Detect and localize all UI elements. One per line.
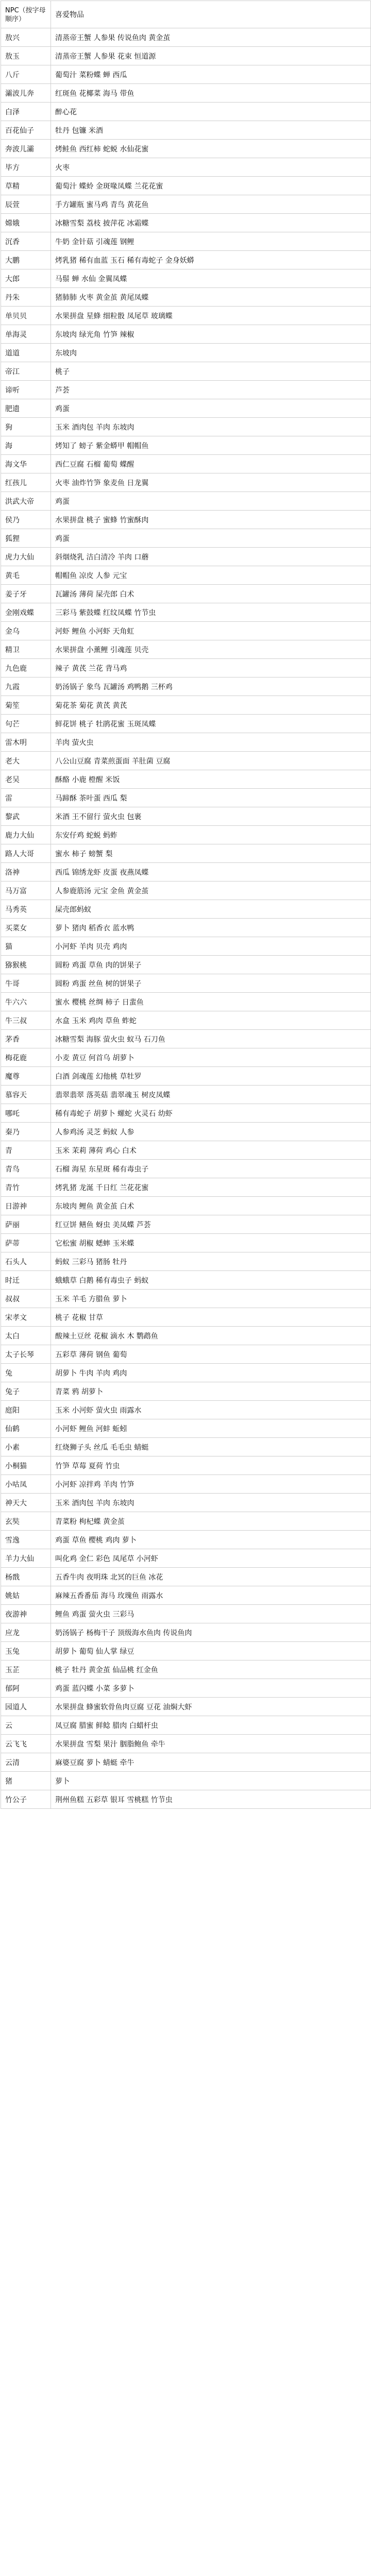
- favorite-items-cell: 蛾蛾草 白鹅 稀有毒虫子 蚂蚁: [51, 1271, 371, 1290]
- npc-name-cell: 夜游神: [1, 1605, 51, 1623]
- favorite-items-cell: 人参鹿筋汤 元宝 金鱼 黄金茧: [51, 882, 371, 900]
- favorite-items-cell: 玉米 茉莉 薄荷 鸡心 白术: [51, 1141, 371, 1160]
- table-row: [1, 1141, 371, 1160]
- table-row: [1, 418, 371, 436]
- npc-name-cell: 青竹: [1, 1178, 51, 1197]
- npc-name-cell: 时迁: [1, 1271, 51, 1290]
- table-row: [1, 251, 371, 269]
- table-row: [1, 1401, 371, 1419]
- npc-name-cell: 日游神: [1, 1197, 51, 1215]
- favorite-items-cell: 八公山豆腐 青菜煎蛋面 羊肚菌 豆腐: [51, 752, 371, 770]
- favorite-items-cell: 石榴 海星 东星斑 稀有毒虫子: [51, 1160, 371, 1178]
- table-row: [1, 1494, 371, 1512]
- table-row: [1, 1234, 371, 1252]
- favorite-items-cell: 人参鸡汤 灵芝 蚂蚁 人参: [51, 1123, 371, 1141]
- npc-name-cell: 白泽: [1, 103, 51, 121]
- favorite-items-cell: 冰糖雪梨 荔枝 披萍花 冰霜蝶: [51, 214, 371, 232]
- npc-name-cell: 叔叔: [1, 1290, 51, 1308]
- table-row: [1, 1327, 371, 1345]
- npc-name-cell: 太子长琴: [1, 1345, 51, 1364]
- npc-name-cell: 牛三叔: [1, 1011, 51, 1030]
- table-row: [1, 1753, 371, 1772]
- table-row: [1, 362, 371, 381]
- favorite-items-cell: 清蒸帝王蟹 人参果 花束 恒道源: [51, 47, 371, 65]
- favorite-items-cell: 葡萄汁 菜粉蝶 蝉 西瓜: [51, 65, 371, 84]
- table-row: [1, 214, 371, 232]
- table-row: [1, 307, 371, 325]
- npc-name-cell: 句芒: [1, 715, 51, 733]
- npc-name-cell: 黄毛: [1, 566, 51, 585]
- table-row: [1, 807, 371, 826]
- npc-name-cell: 萨蒂: [1, 1234, 51, 1252]
- favorite-items-cell: 蜜水 樱桃 丝绸 柿子 日蜚鱼: [51, 993, 371, 1011]
- favorite-items-cell: 烤知了 螃子 紫金蟒甲 帽帽鱼: [51, 436, 371, 455]
- table-row: [1, 974, 371, 993]
- table-row: [1, 1290, 371, 1308]
- table-row: [1, 863, 371, 882]
- npc-name-cell: 雷木明: [1, 733, 51, 752]
- favorite-items-cell: 竹笋 草莓 夏荷 竹虫: [51, 1456, 371, 1475]
- npc-name-cell: 秦乃: [1, 1123, 51, 1141]
- favorite-items-cell: 瓦罐汤 薄荷 屎壳郎 白术: [51, 585, 371, 603]
- table-row: [1, 603, 371, 622]
- table-row: [1, 1382, 371, 1401]
- favorite-items-cell: 鸡蛋: [51, 529, 371, 548]
- favorite-items-cell: 水果拼盘 星蜂 细粒骰 凤尾草 玻璃蝶: [51, 307, 371, 325]
- table-row: [1, 344, 371, 362]
- favorite-items-cell: 萝卜: [51, 1772, 371, 1790]
- table-row: [1, 1030, 371, 1048]
- npc-name-cell: 敖玉: [1, 47, 51, 65]
- npc-name-cell: 云清: [1, 1753, 51, 1772]
- table-row: [1, 1178, 371, 1197]
- table-row: [1, 177, 371, 195]
- table-row: [1, 1660, 371, 1679]
- favorite-items-cell: 鸡蛋: [51, 492, 371, 511]
- npc-name-cell: 牛六六: [1, 993, 51, 1011]
- npc-name-cell: 红孩儿: [1, 473, 51, 492]
- table-row: [1, 1586, 371, 1605]
- favorite-items-cell: 小河虾 凉拌鸡 羊肉 竹笋: [51, 1475, 371, 1494]
- table-row: [1, 1438, 371, 1456]
- favorite-items-cell: 青菜 鸦 胡萝卜: [51, 1382, 371, 1401]
- table-row: [1, 140, 371, 158]
- npc-name-cell: 宋孝文: [1, 1308, 51, 1327]
- table-row: [1, 770, 371, 789]
- favorite-items-cell: 火枣 油炸竹笋 象麦鱼 日龙翼: [51, 473, 371, 492]
- table-row: [1, 1252, 371, 1271]
- npc-name-cell: 肥遗: [1, 399, 51, 418]
- favorite-items-cell: 菊花茶 菊花 黄芪 黄芪: [51, 696, 371, 715]
- favorite-items-cell: 西仁豆腐 石榴 葡萄 蝶醒: [51, 455, 371, 473]
- npc-name-cell: 茅香: [1, 1030, 51, 1048]
- table-row: [1, 1123, 371, 1141]
- table-row: [1, 381, 371, 399]
- table-row: [1, 473, 371, 492]
- favorite-items-cell: 白酒 剑魂莲 幻他桃 草牡罗: [51, 1067, 371, 1086]
- npc-name-cell: 萨丽: [1, 1215, 51, 1234]
- table-row: [1, 511, 371, 529]
- npc-name-cell: 应龙: [1, 1623, 51, 1642]
- npc-name-cell: 菊笙: [1, 696, 51, 715]
- table-row: [1, 47, 371, 65]
- npc-name-cell: 姚姑: [1, 1586, 51, 1605]
- favorite-items-cell: 水盒 玉米 鸡肉 草鱼 蚱蛇: [51, 1011, 371, 1030]
- favorite-items-cell: 玉米 酒肉包 羊肉 东坡肉: [51, 1494, 371, 1512]
- favorite-items-cell: 桃子: [51, 362, 371, 381]
- npc-name-cell: 侯乃: [1, 511, 51, 529]
- npc-name-cell: 慕容天: [1, 1086, 51, 1104]
- favorite-items-cell: 胡萝卜 葡萄 仙人掌 绿豆: [51, 1642, 371, 1660]
- table-row: [1, 622, 371, 640]
- table-row: [1, 1772, 371, 1790]
- favorite-items-cell: 玉米 羊毛 方腊鱼 萝卜: [51, 1290, 371, 1308]
- favorite-items-cell: 桃子 牡丹 黄金茧 仙品桃 红金鱼: [51, 1660, 371, 1679]
- table-row: [1, 529, 371, 548]
- table-row: [1, 1716, 371, 1735]
- favorite-items-cell: 鸡蛋: [51, 399, 371, 418]
- npc-name-cell: 哪吒: [1, 1104, 51, 1123]
- table-row: [1, 566, 371, 585]
- table-row: [1, 1104, 371, 1123]
- favorite-items-cell: 荆州鱼糕 五彩草 银耳 雪桃糕 竹节虫: [51, 1790, 371, 1809]
- npc-name-cell: 小桐猫: [1, 1456, 51, 1475]
- favorite-items-cell: 鲤鱼 鸡蛋 萤火虫 三彩马: [51, 1605, 371, 1623]
- favorite-items-cell: 奶汤锅子 杨梅干子 顶级海水鱼肉 传说鱼肉: [51, 1623, 371, 1642]
- favorite-items-cell: 五彩草 薄荷 钢鱼 葡萄: [51, 1345, 371, 1364]
- npc-name-cell: 海: [1, 436, 51, 455]
- npc-name-cell: 道道: [1, 344, 51, 362]
- table-row: [1, 1698, 371, 1716]
- favorite-items-cell: 马鬃 蝉 水仙 金翼凤蝶: [51, 269, 371, 288]
- table-row: [1, 1364, 371, 1382]
- npc-name-cell: 猕猴桃: [1, 956, 51, 974]
- npc-name-cell: 大鹏: [1, 251, 51, 269]
- favorite-items-cell: 蜜水 柿子 螃蟹 梨: [51, 844, 371, 863]
- favorite-items-cell: 麻婆豆腐 萝卜 蜻蜓 牵牛: [51, 1753, 371, 1772]
- table-header-row: [1, 1, 371, 28]
- favorite-items-cell: 河虾 鲤鱼 小河虾 天角虹: [51, 622, 371, 640]
- npc-name-cell: 路人大哥: [1, 844, 51, 863]
- favorite-items-cell: 小河虾 羊肉 贝壳 鸡肉: [51, 937, 371, 956]
- favorite-items-cell: 蚂蚁 三彩马 猪肠 牡丹: [51, 1252, 371, 1271]
- favorite-items-cell: 酥酪 小鹿 橙醒 米饭: [51, 770, 371, 789]
- table-row: [1, 1011, 371, 1030]
- column-header-npc: NPC（按字母顺序）: [1, 1, 51, 28]
- favorite-items-cell: 红烧狮子头 丝瓜 毛毛虫 蜻蜓: [51, 1438, 371, 1456]
- npc-name-cell: 狐狸: [1, 529, 51, 548]
- table-row: [1, 715, 371, 733]
- npc-name-cell: 青: [1, 1141, 51, 1160]
- favorite-items-cell: 葡萄汁 蝶蛉 金斑喙凤蝶 兰花花蜜: [51, 177, 371, 195]
- npc-name-cell: 猪: [1, 1772, 51, 1790]
- npc-name-cell: 姜子牙: [1, 585, 51, 603]
- npc-name-cell: 马秀英: [1, 900, 51, 919]
- table-row: [1, 1475, 371, 1494]
- npc-name-cell: 狗: [1, 418, 51, 436]
- npc-name-cell: 洛神: [1, 863, 51, 882]
- favorite-items-cell: 烤乳猪 稀有血蓝 玉石 稀有毒蛇子 金身妖蟒: [51, 251, 371, 269]
- table-row: [1, 1067, 371, 1086]
- table-row: [1, 956, 371, 974]
- favorite-items-cell: 清蒸帝王蟹 人参果 传说鱼肉 黄金茧: [51, 28, 371, 47]
- npc-gift-table: [1, 1, 371, 1809]
- favorite-items-cell: 稀有毒蛇子 胡萝卜 螺蛇 火灵石 幼虾: [51, 1104, 371, 1123]
- npc-name-cell: 兔子: [1, 1382, 51, 1401]
- favorite-items-cell: 玉米 酒肉包 羊肉 东坡肉: [51, 418, 371, 436]
- table-row: [1, 1048, 371, 1067]
- favorite-items-cell: 萝卜 猪肉 稻香衣 蓝水鸭: [51, 919, 371, 937]
- npc-name-cell: 马万富: [1, 882, 51, 900]
- npc-name-cell: 洪武大帝: [1, 492, 51, 511]
- favorite-items-cell: 圆粉 鸡蛋 丝鱼 树的饼果子: [51, 974, 371, 993]
- table-row: [1, 1086, 371, 1104]
- npc-name-cell: 九霞: [1, 677, 51, 696]
- favorite-items-cell: 烤乳猪 龙涎 千日红 兰花花蜜: [51, 1178, 371, 1197]
- favorite-items-cell: 小麦 黄豆 何首乌 胡萝卜: [51, 1048, 371, 1067]
- table-row: [1, 1679, 371, 1698]
- table-row: [1, 232, 371, 251]
- npc-name-cell: 黎武: [1, 807, 51, 826]
- table-row: [1, 1531, 371, 1549]
- favorite-items-cell: 凤豆腐 腊蜜 鲜鲶 腊肉 白蜡杆虫: [51, 1716, 371, 1735]
- table-row: [1, 1456, 371, 1475]
- table-row: [1, 1735, 371, 1753]
- npc-name-cell: 草精: [1, 177, 51, 195]
- npc-name-cell: 仙鹤: [1, 1419, 51, 1438]
- npc-name-cell: 辰萱: [1, 195, 51, 214]
- favorite-items-cell: 奶汤锅子 象鸟 瓦罐汤 鸡鸭鹅 三杯鸡: [51, 677, 371, 696]
- npc-name-cell: 小素: [1, 1438, 51, 1456]
- npc-name-cell: 牛哥: [1, 974, 51, 993]
- favorite-items-cell: 翡翠翡翠 落英菇 翡翠魂玉 树皮凤蝶: [51, 1086, 371, 1104]
- favorite-items-cell: 水果拼盘 蜂蜜软骨鱼肉豆腐 豆花 油焖大虾: [51, 1698, 371, 1716]
- favorite-items-cell: 酸辣土豆丝 花椒 滴水 木 鹦鹉鱼: [51, 1327, 371, 1345]
- npc-name-cell: 杨戬: [1, 1568, 51, 1586]
- npc-name-cell: 郁阿: [1, 1679, 51, 1698]
- favorite-items-cell: 红斑鱼 花椰菜 海马 带鱼: [51, 84, 371, 103]
- favorite-items-cell: 五香牛肉 夜明珠 北冥的巨鱼 冰花: [51, 1568, 371, 1586]
- npc-name-cell: 丹朱: [1, 288, 51, 307]
- favorite-items-cell: 羊肉 萤火虫: [51, 733, 371, 752]
- npc-name-cell: 猫: [1, 937, 51, 956]
- favorite-items-cell: 它松蜜 胡椒 蟋蟀 玉米蝶: [51, 1234, 371, 1252]
- table-row: [1, 1215, 371, 1234]
- favorite-items-cell: 东坡肉 鲤鱼 黄金茧 白术: [51, 1197, 371, 1215]
- table-row: [1, 455, 371, 473]
- favorite-items-cell: 胡萝卜 牛肉 羊肉 鸡肉: [51, 1364, 371, 1382]
- table-row: [1, 548, 371, 566]
- npc-name-cell: 谛听: [1, 381, 51, 399]
- npc-name-cell: 雷: [1, 789, 51, 807]
- table-row: [1, 269, 371, 288]
- favorite-items-cell: 麻辣五香番茄 海马 玫瑰鱼 雨露水: [51, 1586, 371, 1605]
- npc-name-cell: 神天大: [1, 1494, 51, 1512]
- npc-name-cell: 虎力大仙: [1, 548, 51, 566]
- table-row: [1, 844, 371, 863]
- favorite-items-cell: 水果拼盘 小薰鲤 引魂莲 贝壳: [51, 640, 371, 659]
- favorite-items-cell: 冰糖雪梨 海豚 萤火虫 蚁马 石刀鱼: [51, 1030, 371, 1048]
- table-row: [1, 733, 371, 752]
- table-row: [1, 585, 371, 603]
- favorite-items-cell: 烤鲑鱼 西红柿 蛇蜕 水仙花蜜: [51, 140, 371, 158]
- favorite-items-cell: 小河虾 鲤鱼 河蚌 蚯蚓: [51, 1419, 371, 1438]
- table-row: [1, 752, 371, 770]
- npc-name-cell: 奔波儿灞: [1, 140, 51, 158]
- favorite-items-cell: 屎壳郎蚂蚁: [51, 900, 371, 919]
- npc-name-cell: 单海灵: [1, 325, 51, 344]
- npc-name-cell: 买菜女: [1, 919, 51, 937]
- table-row: [1, 937, 371, 956]
- npc-name-cell: 玉兔: [1, 1642, 51, 1660]
- favorite-items-cell: 牡丹 包镰 米酒: [51, 121, 371, 140]
- npc-name-cell: 魔尊: [1, 1067, 51, 1086]
- table-row: [1, 1308, 371, 1327]
- table-row: [1, 103, 371, 121]
- favorite-items-cell: 牛奶 金针菇 引魂莲 钢鲤: [51, 232, 371, 251]
- npc-name-cell: 大郎: [1, 269, 51, 288]
- table-row: [1, 288, 371, 307]
- table-row: [1, 399, 371, 418]
- favorite-items-cell: 红豆饼 鳝鱼 蚜虫 美凤蝶 芦荟: [51, 1215, 371, 1234]
- table-row: [1, 900, 371, 919]
- table-row: [1, 1345, 371, 1364]
- npc-name-cell: 嫦娥: [1, 214, 51, 232]
- npc-name-cell: 精卫: [1, 640, 51, 659]
- favorite-items-cell: 桃子 花椒 甘草: [51, 1308, 371, 1327]
- npc-name-cell: 竹公子: [1, 1790, 51, 1809]
- npc-name-cell: 梅花鹿: [1, 1048, 51, 1067]
- favorite-items-cell: 三彩马 紫鼓蝶 红纹凤蝶 竹节虫: [51, 603, 371, 622]
- npc-name-cell: 沉香: [1, 232, 51, 251]
- npc-name-cell: 帝江: [1, 362, 51, 381]
- favorite-items-cell: 马蹄酥 茶叶蛋 西瓜 梨: [51, 789, 371, 807]
- favorite-items-cell: 东坡肉 绿光角 竹笋 辣椒: [51, 325, 371, 344]
- table-row: [1, 1549, 371, 1568]
- npc-name-cell: 老大: [1, 752, 51, 770]
- favorite-items-cell: 鲜花饼 桃子 牡鹃花蜜 玉斑凤蝶: [51, 715, 371, 733]
- npc-name-cell: 敖兴: [1, 28, 51, 47]
- npc-name-cell: 单贝贝: [1, 307, 51, 325]
- table-row: [1, 1512, 371, 1531]
- favorite-items-cell: 水果拼盘 雪梨 果汁 胭脂鲍鱼 牵牛: [51, 1735, 371, 1753]
- npc-name-cell: 金刚戏蝶: [1, 603, 51, 622]
- table-row: [1, 640, 371, 659]
- table-row: [1, 158, 371, 177]
- table-row: [1, 1160, 371, 1178]
- npc-name-cell: 雪逸: [1, 1531, 51, 1549]
- favorite-items-cell: 叫化鸡 金仁 彩色 凤尾草 小河虾: [51, 1549, 371, 1568]
- table-row: [1, 436, 371, 455]
- favorite-items-cell: 斜烟烧乳 洁白清冷 羊肉 口蘑: [51, 548, 371, 566]
- npc-name-cell: 老吴: [1, 770, 51, 789]
- favorite-items-cell: 玉米 小河虾 萤火虫 雨露水: [51, 1401, 371, 1419]
- table-body: [1, 28, 371, 1809]
- npc-name-cell: 青鸟: [1, 1160, 51, 1178]
- npc-name-cell: 石头人: [1, 1252, 51, 1271]
- table-row: [1, 882, 371, 900]
- table-row: [1, 919, 371, 937]
- favorite-items-cell: 芦荟: [51, 381, 371, 399]
- favorite-items-cell: 帽帽鱼 凉皮 人参 元宝: [51, 566, 371, 585]
- npc-name-cell: 百花仙子: [1, 121, 51, 140]
- table-row: [1, 659, 371, 677]
- favorite-items-cell: 青菜粉 枸杞蝶 黄金茧: [51, 1512, 371, 1531]
- table-row: [1, 84, 371, 103]
- npc-name-cell: 羊力大仙: [1, 1549, 51, 1568]
- table-row: [1, 1623, 371, 1642]
- npc-name-cell: 灞波儿奔: [1, 84, 51, 103]
- table-row: [1, 325, 371, 344]
- favorite-items-cell: 东坡肉: [51, 344, 371, 362]
- table-row: [1, 121, 371, 140]
- table-row: [1, 826, 371, 844]
- table-row: [1, 1197, 371, 1215]
- table-row: [1, 696, 371, 715]
- npc-name-cell: 云飞飞: [1, 1735, 51, 1753]
- favorite-items-cell: 水果拼盘 桃子 蜜蜂 竹蜜酥肉: [51, 511, 371, 529]
- npc-name-cell: 毕方: [1, 158, 51, 177]
- favorite-items-cell: 猪肺肺 火枣 黄金茧 黄尾凤蝶: [51, 288, 371, 307]
- favorite-items-cell: 东安仔鸡 蛇蜕 蚂蚱: [51, 826, 371, 844]
- npc-name-cell: 玉芷: [1, 1660, 51, 1679]
- table-row: [1, 1790, 371, 1809]
- npc-name-cell: 园道人: [1, 1698, 51, 1716]
- npc-name-cell: 庭阳: [1, 1401, 51, 1419]
- favorite-items-cell: 辣子 黄芪 兰花 背马鸡: [51, 659, 371, 677]
- table-row: [1, 1568, 371, 1586]
- table-row: [1, 28, 371, 47]
- table-row: [1, 1642, 371, 1660]
- npc-name-cell: 鹿力大仙: [1, 826, 51, 844]
- favorite-items-cell: 火枣: [51, 158, 371, 177]
- npc-name-cell: 金乌: [1, 622, 51, 640]
- table-row: [1, 1419, 371, 1438]
- favorite-items-cell: 手方罐瓶 蜜马鸡 青鸟 黄花鱼: [51, 195, 371, 214]
- table-row: [1, 993, 371, 1011]
- npc-name-cell: 九色鹿: [1, 659, 51, 677]
- table-row: [1, 195, 371, 214]
- favorite-items-cell: 圆粉 鸡蛋 草鱼 肉的饼果子: [51, 956, 371, 974]
- favorite-items-cell: 鸡蛋 蓝闪蝶 小菜 多萝卜: [51, 1679, 371, 1698]
- table-row: [1, 65, 371, 84]
- npc-name-cell: 玄奘: [1, 1512, 51, 1531]
- table-row: [1, 492, 371, 511]
- table-row: [1, 789, 371, 807]
- favorite-items-cell: 西瓜 锦绣龙虾 皮蛋 夜燕凤蝶: [51, 863, 371, 882]
- favorite-items-cell: 鸡蛋 草鱼 樱桃 鸡肉 萝卜: [51, 1531, 371, 1549]
- npc-name-cell: 兔: [1, 1364, 51, 1382]
- npc-name-cell: 太白: [1, 1327, 51, 1345]
- npc-name-cell: 小咕凤: [1, 1475, 51, 1494]
- favorite-items-cell: 醉心花: [51, 103, 371, 121]
- table-row: [1, 1605, 371, 1623]
- npc-name-cell: 海文华: [1, 455, 51, 473]
- npc-name-cell: 八斤: [1, 65, 51, 84]
- favorite-items-cell: 米酒 王不留行 萤火虫 包裹: [51, 807, 371, 826]
- npc-name-cell: 云: [1, 1716, 51, 1735]
- table-row: [1, 1271, 371, 1290]
- column-header-favorite-items: 喜爱物品: [51, 1, 371, 28]
- table-row: [1, 677, 371, 696]
